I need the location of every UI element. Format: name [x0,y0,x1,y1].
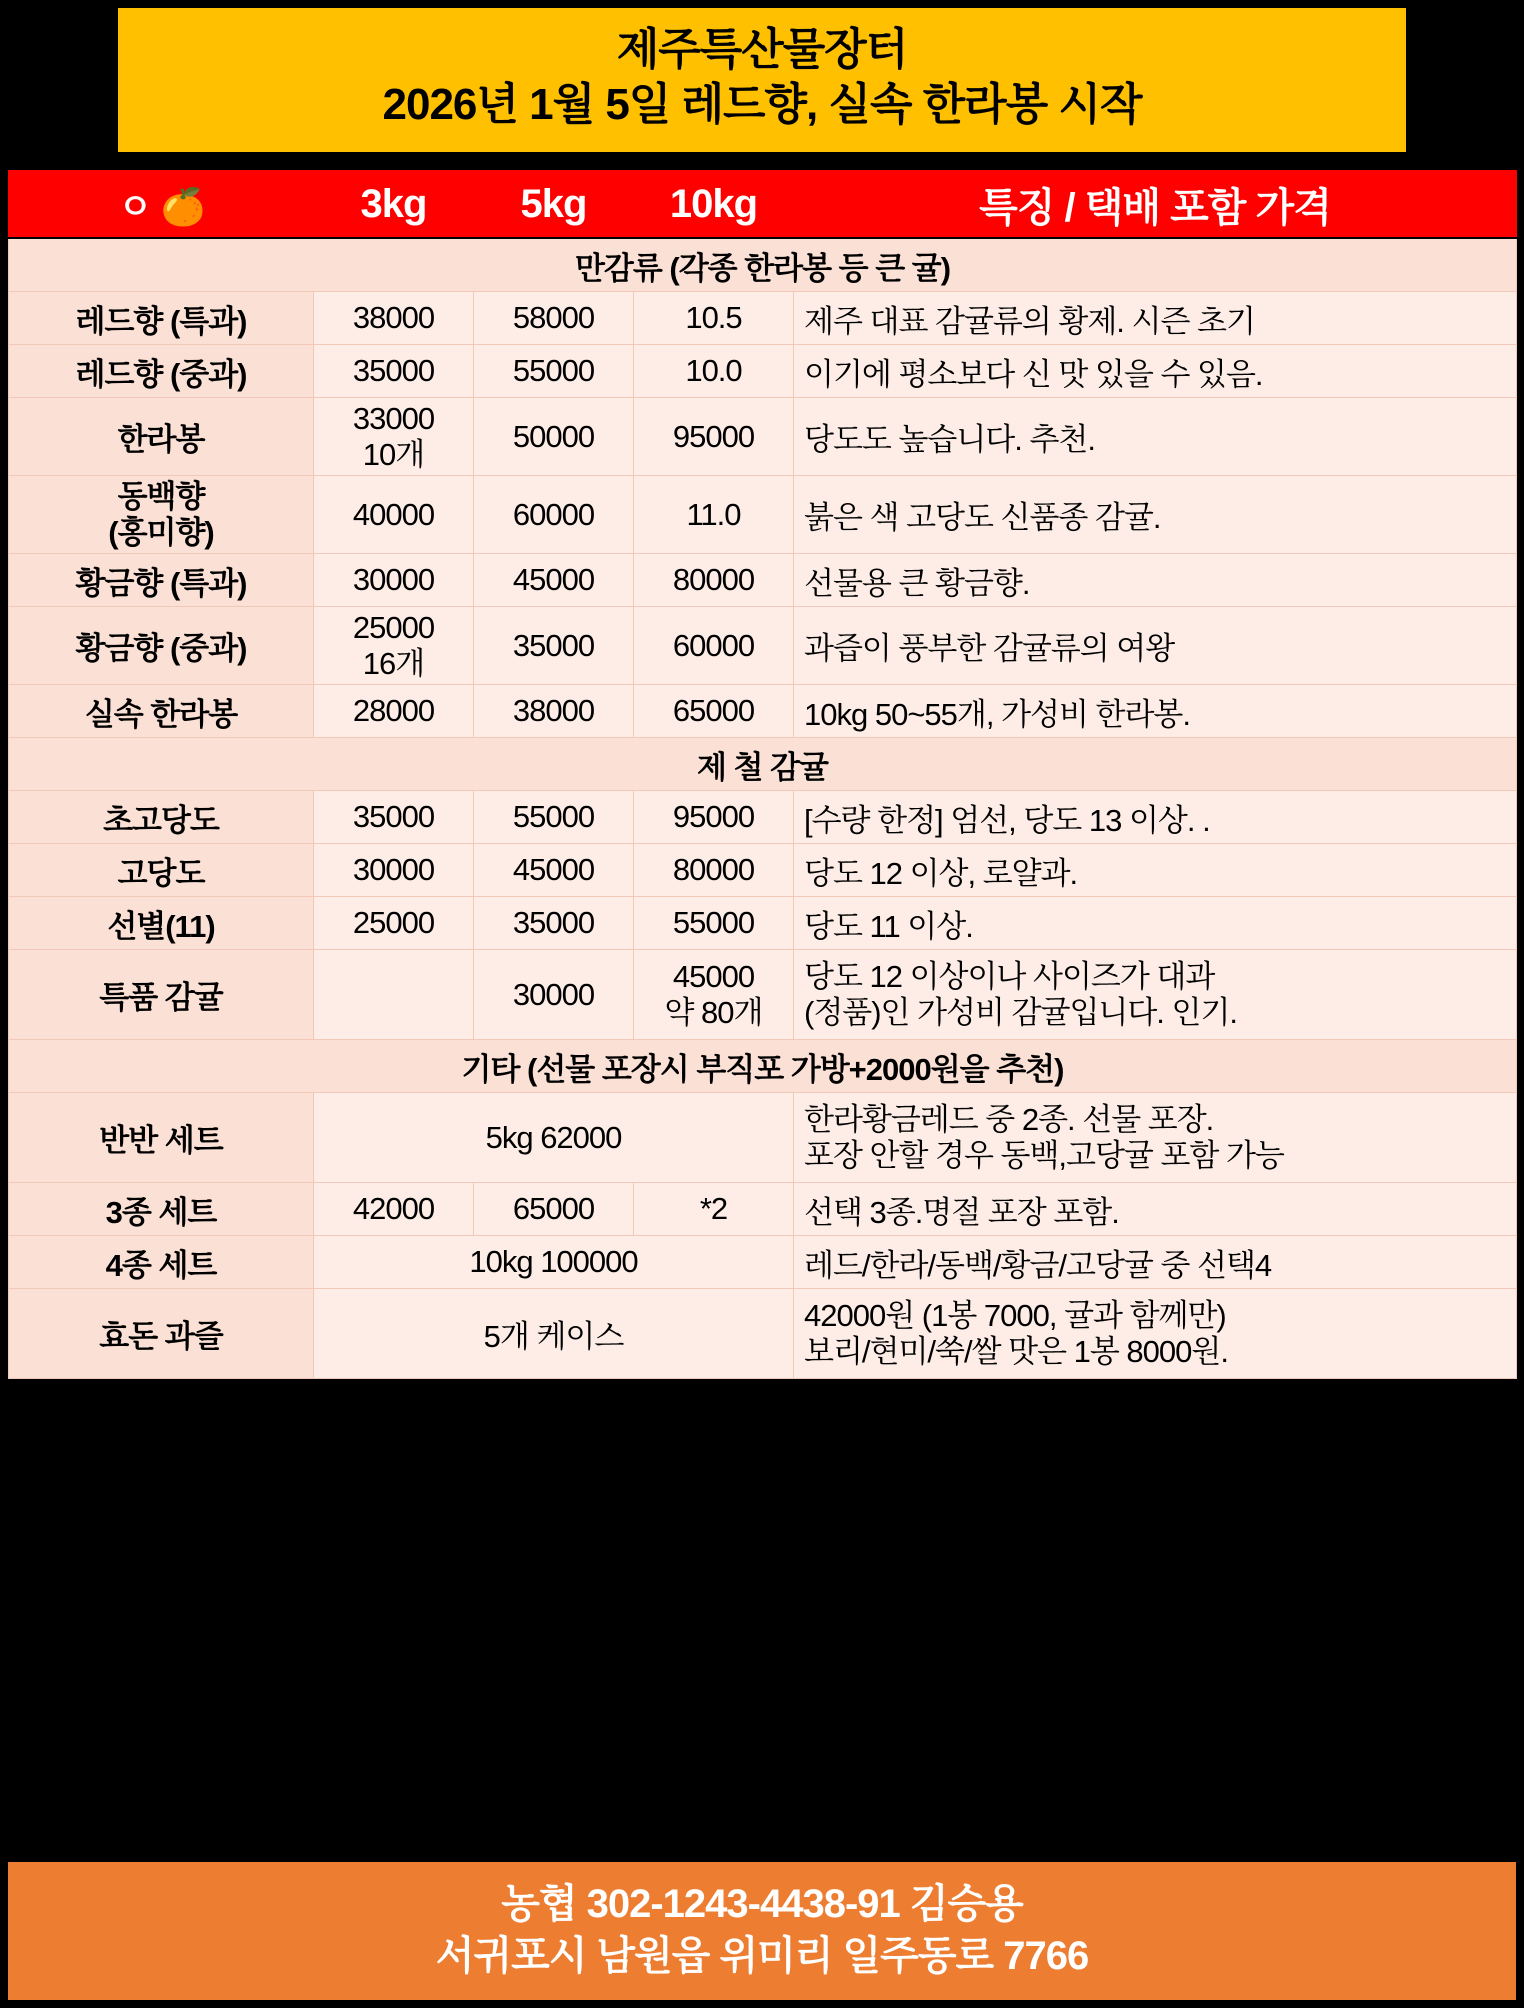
table-row [9,292,1517,345]
footer-bank-info: 농협 302-1243-4438-91 김승용 [501,1882,1023,1926]
row-name: 특품 감귤 [9,950,314,1040]
page-title: 제주특산물장터 [616,25,908,74]
table-row [9,1183,1517,1236]
row-name: 초고당도 [9,791,314,844]
row-description-line1: 당도 12 이상이나 사이즈가 대과 [804,958,1215,994]
table-row [9,791,1517,844]
price-10kg: 55000 [634,897,794,950]
row-name: 3종 세트 [9,1183,314,1236]
price-3kg: 30000 [314,554,474,607]
price-3kg: 38000 [314,292,474,345]
row-description: 선물용 큰 황금향. [794,554,1517,607]
price-3kg: 42000 [314,1183,474,1236]
table-row [9,345,1517,398]
price-combined: 10kg 100000 [314,1236,794,1289]
price-10kg-value: 45000 [672,958,755,994]
row-name: 실속 한라봉 [9,685,314,738]
price-10kg: 60000 [634,607,794,685]
table-header-row [9,171,1517,239]
table-row [9,1093,1517,1183]
price-5kg: 45000 [474,844,634,897]
price-5kg: 50000 [474,398,634,476]
row-name: 선별(11) [9,897,314,950]
table-row [9,398,1517,476]
table-row [9,1289,1517,1379]
price-10kg: 10.5 [634,292,794,345]
row-description-line1: 한라황금레드 중 2종. 선물 포장. [804,1101,1214,1137]
row-description [794,950,1517,1040]
section-header-row [9,738,1517,791]
row-name: 레드향 (특과) [9,292,314,345]
price-10kg: 95000 [634,791,794,844]
row-description: 10kg 50~55개, 가성비 한라봉. [794,685,1517,738]
column-header-3kg: 3kg [314,171,474,239]
column-header-10kg: 10kg [634,171,794,239]
price-table-wrapper [8,170,1516,1379]
row-description-line2: 포장 안할 경우 동백,고당귤 포함 가능 [804,1137,1284,1173]
row-description: 선택 3종.명절 포장 포함. [794,1183,1517,1236]
column-header-5kg: 5kg [474,171,634,239]
section-title: 제 철 감귤 [9,738,1517,791]
price-5kg: 65000 [474,1183,634,1236]
price-3kg: 28000 [314,685,474,738]
price-10kg: 80000 [634,554,794,607]
column-header-name: ㅇ 🍊 [9,171,314,239]
row-description-line2: (정품)인 가성비 감귤입니다. 인기. [804,994,1238,1030]
price-10kg [634,950,794,1040]
section-header-row [9,238,1517,292]
price-5kg: 55000 [474,345,634,398]
table-row [9,607,1517,685]
price-10kg: 95000 [634,398,794,476]
row-description: 붉은 색 고당도 신품종 감귤. [794,476,1517,554]
row-description: 당도도 높습니다. 추천. [794,398,1517,476]
row-description: 제주 대표 감귤류의 황제. 시즌 초기 [794,292,1517,345]
row-description: 당도 11 이상. [794,897,1517,950]
price-3kg: 30000 [314,844,474,897]
row-name: 고당도 [9,844,314,897]
row-name: 4종 세트 [9,1236,314,1289]
price-10kg: 80000 [634,844,794,897]
row-name: 황금향 (특과) [9,554,314,607]
table-row [9,844,1517,897]
row-name: 반반 세트 [9,1093,314,1183]
table-row [9,1236,1517,1289]
row-description [794,1289,1517,1379]
row-name: 레드향 (중과) [9,345,314,398]
price-10kg-note: 약 80개 [664,994,763,1030]
price-3kg: 40000 [314,476,474,554]
table-row [9,950,1517,1040]
row-name: 황금향 (중과) [9,607,314,685]
row-name [9,476,314,554]
row-name: 한라봉 [9,398,314,476]
price-3kg: 35000 [314,791,474,844]
row-name-main: 동백향 [117,478,205,514]
row-description-line2: 보리/현미/쑥/쌀 맛은 1봉 8000원. [804,1333,1228,1369]
price-combined: 5kg 62000 [314,1093,794,1183]
row-description: 레드/한라/동백/황금/고당귤 중 선택4 [794,1236,1517,1289]
column-header-desc: 특징 / 택배 포함 가격 [794,171,1517,239]
row-description: [수량 한정] 엄선, 당도 13 이상. . [794,791,1517,844]
price-3kg-note: 10개 [362,436,425,472]
table-row [9,685,1517,738]
price-3kg [314,950,474,1040]
price-5kg: 55000 [474,791,634,844]
poster-page [0,8,1524,2008]
price-3kg: 35000 [314,345,474,398]
price-table [8,170,1517,1379]
row-description: 과즙이 풍부한 감귤류의 여왕 [794,607,1517,685]
row-name-alt: (홍미향) [108,514,214,550]
table-row [9,554,1517,607]
footer-banner [8,1862,1516,2000]
price-combined: 5개 케이스 [314,1289,794,1379]
table-row [9,897,1517,950]
row-name: 효돈 과즐 [9,1289,314,1379]
price-5kg: 38000 [474,685,634,738]
price-3kg [314,398,474,476]
row-description [794,1093,1517,1183]
section-title: 기타 (선물 포장시 부직포 가방+2000원을 추천) [9,1040,1517,1093]
price-5kg: 35000 [474,607,634,685]
price-10kg: 11.0 [634,476,794,554]
row-description: 이기에 평소보다 신 맛 있을 수 있음. [794,345,1517,398]
price-5kg: 35000 [474,897,634,950]
row-description-line1: 42000원 (1봉 7000, 귤과 함께만) [804,1297,1226,1333]
section-header-row [9,1040,1517,1093]
price-3kg: 25000 [314,897,474,950]
price-5kg: 45000 [474,554,634,607]
header-banner [118,8,1406,152]
table-row [9,476,1517,554]
price-3kg [314,607,474,685]
price-3kg-value: 25000 [352,609,435,645]
section-title: 만감류 (각종 한라봉 등 큰 귤) [9,238,1517,292]
page-subtitle: 2026년 1월 5일 레드향, 실속 한라봉 시작 [382,80,1142,129]
price-5kg: 58000 [474,292,634,345]
price-5kg: 30000 [474,950,634,1040]
price-3kg-value: 33000 [352,400,435,436]
price-10kg: 10.0 [634,345,794,398]
price-5kg: 60000 [474,476,634,554]
footer-address: 서귀포시 남원읍 위미리 일주동로 7766 [435,1934,1089,1978]
price-3kg-note: 16개 [362,645,425,681]
price-10kg: 65000 [634,685,794,738]
row-description: 당도 12 이상, 로얄과. [794,844,1517,897]
price-10kg: *2 [634,1183,794,1236]
